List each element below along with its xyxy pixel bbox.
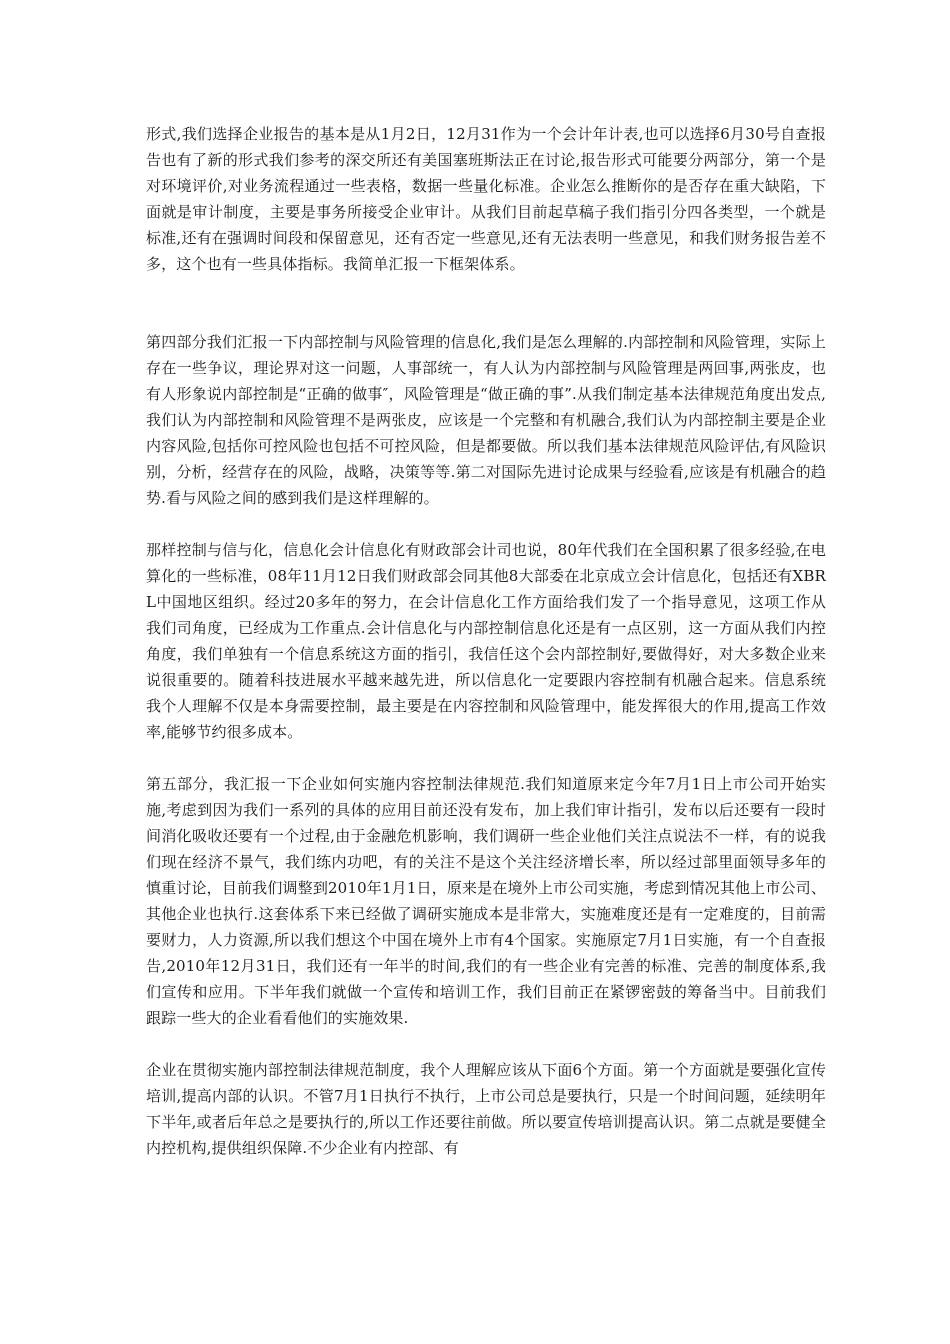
- document-page: [146, 121, 826, 1161]
- paragraph-part-five-implementation: 第五部分，我汇报一下企业如何实施内容控制法律规范.我们知道原来定今年7月1日上市公司开始实施,考虑到因为我们一系列的具体的应用目前还没有发布，加上我们审计指引，发布以后还要有一段时间消化吸收还要有一个过程,由于金融危机影响，我们调研一些企业他们关注点说法不一样，有的说我们现在经济不景气，我们练内功吧，有的关注不是这个关注经济增长率，所以经过部里面领导多年的慎重讨论，目前我们调整到2010年1月1日，原来是在境外上市公司实施，考虑到情况其他上市公司、其他企业也执行.这套体系下来已经做了调研实施成本是非常大，实施难度还是有一定难度的，目前需要财力，人力资源,所以我们想这个中国在境外上市有4个国家。实施原定7月1日实施，有一个自查报告,2010年12月31日，我们还有一年半的时间,我们的有一些企业有完善的标准、完善的制度体系,我们宣传和应用。下半年我们就做一个宣传和培训工作，我们目前正在紧锣密鼓的筹备当中。目前我们跟踪一些大的企业看看他们的实施效果.: [146, 775, 826, 1027]
- paragraph-report-framework: 形式,我们选择企业报告的基本是从1月2日，12月31作为一个会计年计表,也可以选择6月30号自查报告也有了新的形式我们参考的深交所还有美国塞班斯法正在讨论,报告形式可能要分两部分，第一个是对环境评价,对业务流程通过一些表格，数据一些量化标准。企业怎么推断你的是否存在重大缺陷，下面就是审计制度，主要是事务所接受企业审计。从我们目前起草稿子我们指引分四各类型，一个就是标准,还有在强调时间段和保留意见，还有否定一些意见,还有无法表明一些意见，和我们财务报告差不多，这个也有一些具体指标。我简单汇报一下框架体系。: [146, 125, 826, 273]
- paragraph-part-four-informatization: 第四部分我们汇报一下内部控制与风险管理的信息化,我们是怎么理解的.内部控制和风险管理，实际上存在一些争议，理论界对这一问题，人事部统一，有人认为内部控制与风险管理是两回事,两张皮，也有人形象说内部控制是“正确的做事″，风险管理是“做正确的事”.从我们制定基本法律规范角度出发点,我们认为内部控制和风险管理不是两张皮，应该是一个完整和有机融合,我们认为内部控制主要是企业内容风险,包括你可控风险也包括不可控风险，但是都要做。所以我们基本法律规范风险评估,有风险识别，分析，经营存在的风险，战略，决策等等.第二对国际先进讨论成果与经验看,应该是有机融合的趋势.看与风险之间的感到我们是这样理解的。: [146, 333, 826, 507]
- paragraph-accounting-informatization: 那样控制与信与化，信息化会计信息化有财政部会计司也说，80年代我们在全国积累了很多经验,在电算化的一些标准，08年11月12日我们财政部会同其他8大部委在北京成立会计信息化，包括还有XBRL中国地区组织。经过20多年的努力，在会计信息化工作方面给我们发了一个指导意见，这项工作从我们司角度，已经成为工作重点.会计信息化与内部控制信息化还是有一点区别，这一方面从我们内控角度，我们单独有一个信息系统这方面的指引，我信任这个会内部控制好,要做得好，对大多数企业来说很重要的。随着科技进展水平越来越先进，所以信息化一定要跟内容控制有机融合起来。信息系统我个人理解不仅是本身需要控制，最主要是在内容控制和风险管理中，能发挥很大的作用,提高工作效率,能够节约很多成本。: [146, 541, 826, 741]
- paragraph-six-aspects: 企业在贯彻实施内部控制法律规范制度，我个人理解应该从下面6个方面。第一个方面就是要强化宣传培训,提高内部的认识。不管7月1日执行不执行，上市公司总是要执行，只是一个时间问题，延续明年下半年,或者后年总之是要执行的,所以工作还要往前做。所以要宣传培训提高认识。第二点就是要健全内控机构,提供组织保障.不少企业有内控部、有: [146, 1061, 826, 1157]
